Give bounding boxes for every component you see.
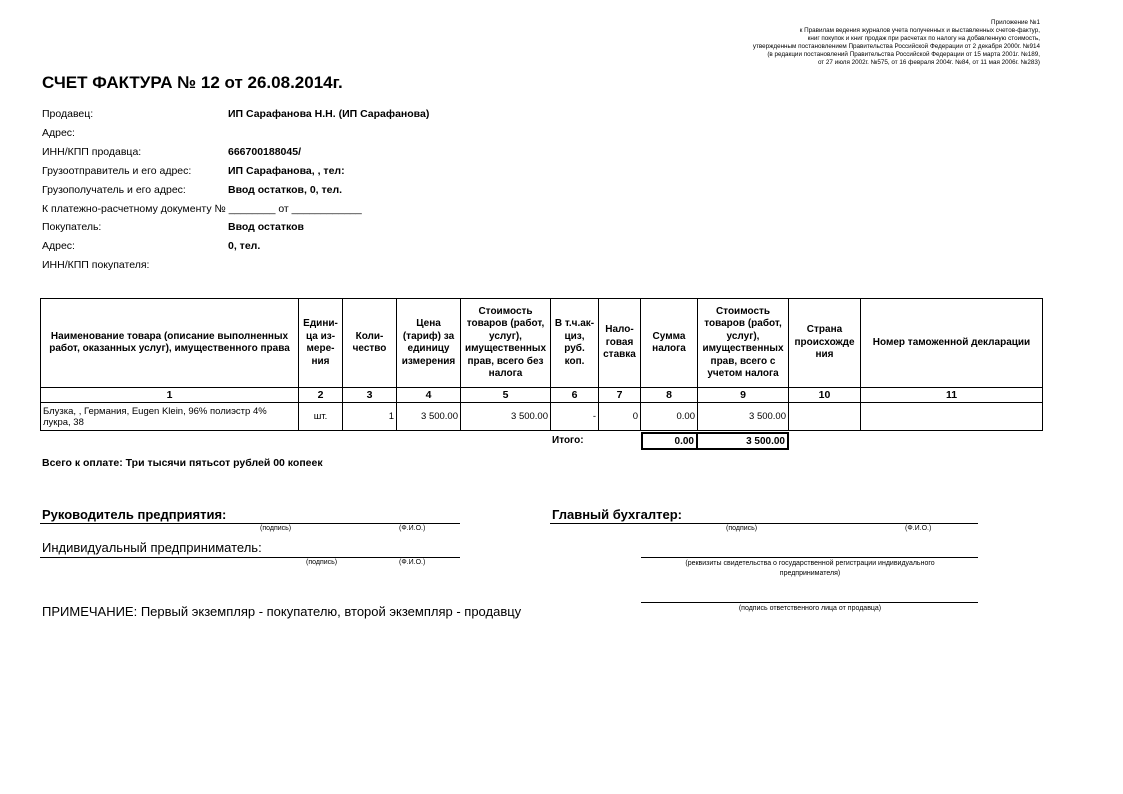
responsible-caption: (подпись ответственного лица от продавца) — [738, 605, 882, 612]
invoice-title: СЧЕТ ФАКТУРА № 12 от 26.08.2014г. — [42, 73, 343, 92]
header-cell: Едини-ца из-мере-ния — [299, 299, 343, 388]
header-cell: В т.ч.ак-циз, руб. коп. — [551, 299, 599, 388]
inn-label: ИНН/КПП продавца: — [42, 146, 142, 158]
column-number: 1 — [41, 388, 299, 403]
column-number: 2 — [299, 388, 343, 403]
item-sum-with-tax: 3 500.00 — [698, 403, 789, 431]
seller-label: Продавец: — [42, 108, 94, 120]
appendix-line: (в редакции постановлений Правительства Российской Федерации от 15 марта 2001г. №189, — [767, 51, 1040, 59]
appendix-line: к Правилам ведения журналов учета полученных и выставленных счетов-фактур, — [799, 27, 1040, 35]
header-cell: Сумма налога — [641, 299, 698, 388]
column-number: 3 — [343, 388, 397, 403]
appendix-note — [620, 19, 1040, 68]
appendix-line: утвержденным постановлением Правительства Российской Федерации от 2 декабря 2000г. №914 — [752, 43, 1040, 51]
header-cell: Цена (тариф) за единицу измерения — [397, 299, 461, 388]
column-number: 11 — [861, 388, 1043, 403]
buyer-label: Покупатель: — [42, 221, 102, 233]
fio-caption: (Ф.И.О.) — [399, 559, 426, 566]
consignee-value: Ввод остатков, 0, тел. — [228, 184, 343, 196]
inn-value: 666700188045/ — [228, 146, 301, 158]
item-declaration — [861, 403, 1043, 431]
column-number: 7 — [599, 388, 641, 403]
accountant-signature-line — [550, 523, 978, 524]
total-tax: 0.00 — [641, 432, 698, 450]
table-row — [41, 403, 1043, 431]
appendix-line: от 27 июля 2002г. №575, от 16 февраля 2004г. №84, от 11 мая 2006г. №283) — [817, 59, 1040, 67]
column-number: 6 — [551, 388, 599, 403]
buyer-address-label: Адрес: — [42, 240, 75, 252]
column-number: 4 — [397, 388, 461, 403]
entrepreneur-signature-line — [40, 557, 460, 558]
item-country — [789, 403, 861, 431]
total-label: Итого: — [552, 435, 584, 446]
signature-caption: (подпись) — [306, 559, 338, 566]
item-tax: 0.00 — [641, 403, 698, 431]
signature-caption: (подпись) — [726, 525, 758, 532]
appendix-line: книг покупок и книг продаж при расчетах по налогу на добавленную стоимость, — [807, 35, 1040, 43]
invoice-table — [40, 298, 1043, 431]
head-signature-line — [40, 523, 460, 524]
item-name: Блузка, , Германия, Eugen Klein, 96% полиэстр 4% лукра, 38 — [41, 403, 299, 431]
item-price: 3 500.00 — [397, 403, 461, 431]
column-number: 8 — [641, 388, 698, 403]
copies-note: ПРИМЕЧАНИЕ: Первый экземпляр - покупателю, второй экземпляр - продавцу — [42, 604, 522, 619]
entrepreneur-label: Индивидуальный предприниматель: — [42, 540, 262, 555]
shipper-value: ИП Сарафанова, , тел: — [228, 165, 345, 177]
fio-caption: (Ф.И.О.) — [399, 525, 426, 532]
item-excise: - — [551, 403, 599, 431]
header-cell: Стоимость товаров (работ, услуг), имущественных прав, всего без налога — [461, 299, 551, 388]
accountant-signature-label: Главный бухгалтер: — [552, 507, 683, 522]
column-number: 5 — [461, 388, 551, 403]
appendix-line: Приложение №1 — [991, 19, 1040, 26]
responsible-line — [641, 602, 978, 603]
consignee-label: Грузополучатель и его адрес: — [42, 184, 186, 196]
header-cell: Нало-говая ставка — [599, 299, 641, 388]
payment-document-line: К платежно-расчетному документу № ________ от ____________ — [42, 203, 362, 215]
head-signature-label: Руководитель предприятия: — [42, 507, 227, 522]
registration-caption: (реквизиты свидетельства о государственной регистрации индивидуального предпринимателя) — [685, 560, 935, 577]
header-cell: Номер таможенной декларации — [861, 299, 1043, 388]
table-header-row — [41, 299, 1043, 388]
column-number: 10 — [789, 388, 861, 403]
item-unit: шт. — [299, 403, 343, 431]
registration-line — [641, 557, 978, 558]
address-label: Адрес: — [42, 127, 75, 139]
fio-caption: (Ф.И.О.) — [905, 525, 932, 532]
item-quantity: 1 — [343, 403, 397, 431]
item-sum-no-tax: 3 500.00 — [461, 403, 551, 431]
header-cell: Наименование товара (описание выполненных работ, оказанных услуг), имущественного права — [41, 299, 299, 388]
total-sum: 3 500.00 — [696, 432, 789, 450]
header-cell: Стоимость товаров (работ, услуг), имущественных прав, всего с учетом налога — [698, 299, 789, 388]
signature-caption: (подпись) — [260, 525, 292, 532]
header-cell: Страна происхожде ния — [789, 299, 861, 388]
buyer-address-value: 0, тел. — [228, 240, 261, 252]
header-cell: Коли-чество — [343, 299, 397, 388]
column-number-row — [41, 388, 1043, 403]
shipper-label: Грузоотправитель и его адрес: — [42, 165, 192, 177]
buyer-inn-label: ИНН/КПП покупателя: — [42, 259, 150, 271]
column-number: 9 — [698, 388, 789, 403]
seller-value: ИП Сарафанова Н.Н. (ИП Сарафанова) — [228, 108, 430, 120]
payment-total-text: Всего к оплате: Три тысячи пятьсот рублей 00 копеек — [42, 457, 323, 469]
buyer-value: Ввод остатков — [228, 221, 304, 233]
item-tax-rate: 0 — [599, 403, 641, 431]
